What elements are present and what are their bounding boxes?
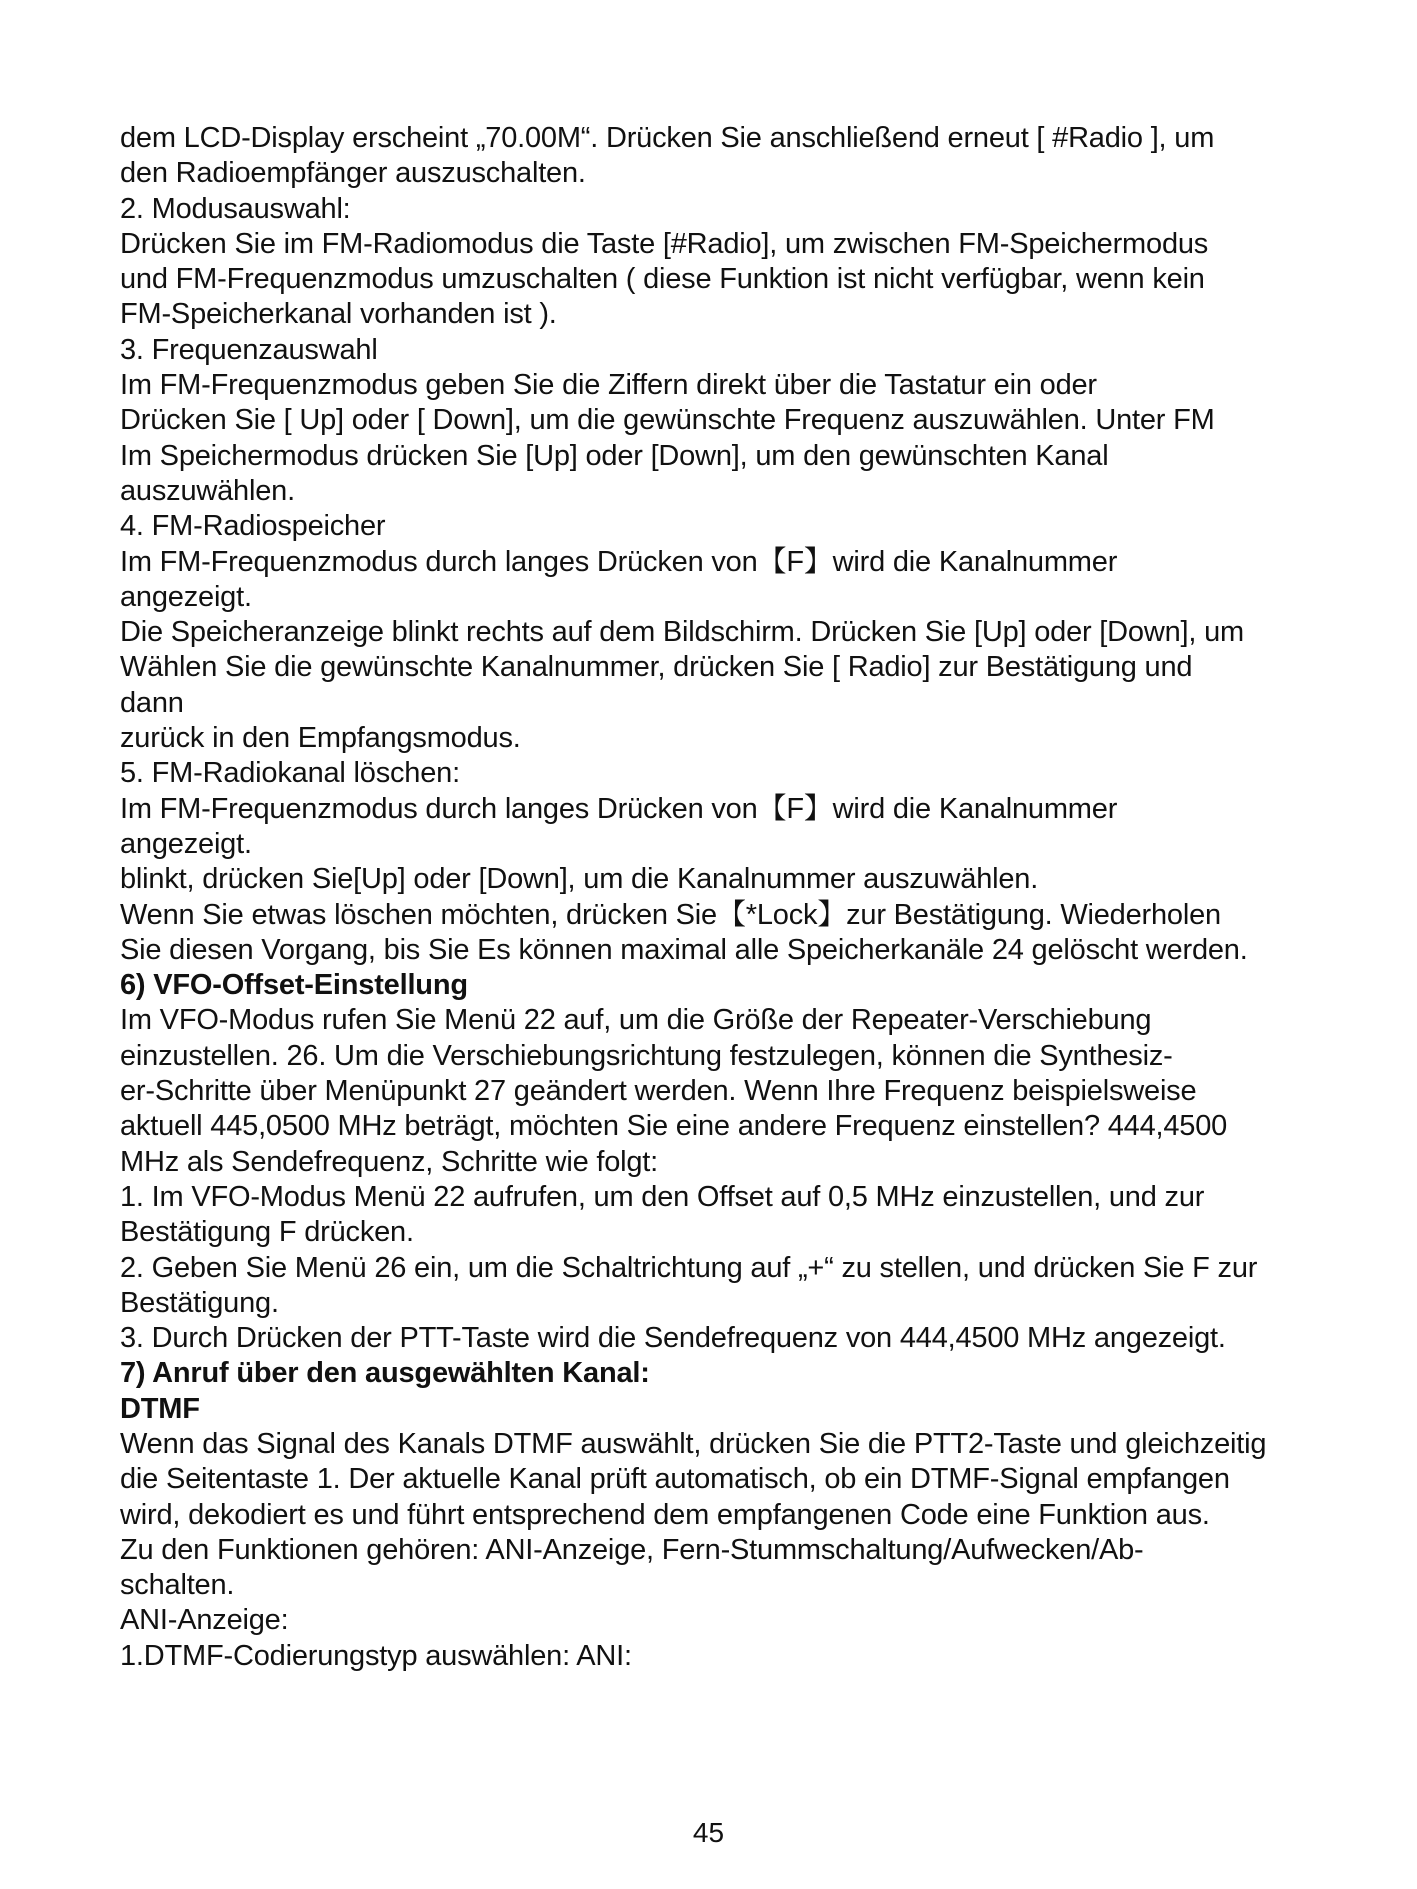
text-line: die Seitentaste 1. Der aktuelle Kanal prüft automatisch, ob ein DTMF-Signal empfangen [120,1463,1230,1496]
text-line: Wenn das Signal des Kanals DTMF auswählt, drücken Sie die PTT2-Taste und gleichzeitig [120,1427,1267,1460]
text-line: Wenn Sie etwas löschen möchten, drücken Sie【*Lock】zur Bestätigung. Wiederholen [120,898,1221,931]
text-line: FM-Speicherkanal vorhanden ist ). [120,298,557,331]
text-line: Drücken Sie [ Up] oder [ Down], um die gewünschte Frequenz auszuwählen. Unter FM [120,404,1215,437]
subsection-heading: DTMF [120,1392,200,1425]
list-heading: 3. Frequenzauswahl [120,333,378,366]
list-heading: 5. FM-Radiokanal löschen: [120,757,460,790]
text-line: Bestätigung F drücken. [120,1216,414,1249]
list-heading: 2. Modusauswahl: [120,192,351,225]
text-line: zurück in den Empfangsmodus. [120,722,521,755]
text-line: auszuwählen. [120,474,295,507]
text-line: Im FM-Frequenzmodus durch langes Drücken von【F】wird die Kanalnummer [120,792,1118,825]
text-line: schalten. [120,1569,235,1602]
text-line: Im Speichermodus drücken Sie [Up] oder [Down], um den gewünschten Kanal [120,439,1109,472]
text-line: Wählen Sie die gewünschte Kanalnummer, drücken Sie [ Radio] zur Bestätigung und [120,651,1193,684]
text-line: Sie diesen Vorgang, bis Sie Es können maximal alle Speicherkanäle 24 gelöscht werden. [120,933,1248,966]
text-line: Bestätigung. [120,1286,279,1319]
text-line: 2. Geben Sie Menü 26 ein, um die Schaltrichtung auf „+“ zu stellen, und drücken Sie F zur [120,1251,1258,1284]
text-line: Zu den Funktionen gehören: ANI-Anzeige, Fern-Stummschaltung/Aufwecken/Ab- [120,1533,1144,1566]
text-line: einzustellen. 26. Um die Verschiebungsrichtung festzulegen, können die Synthesiz- [120,1039,1173,1072]
section-heading: 7) Anruf über den ausgewählten Kanal: [120,1357,650,1390]
text-line: Drücken Sie im FM-Radiomodus die Taste [#Radio], um zwischen FM-Speichermodus [120,227,1209,260]
text-line: er-Schritte über Menüpunkt 27 geändert werden. Wenn Ihre Frequenz beispielsweise [120,1075,1197,1108]
text-line: dem LCD-Display erscheint „70.00M“. Drücken Sie anschließend erneut [ #Radio ], um [120,122,1215,154]
page-number: 45 [692,1817,725,1848]
text-line: Im VFO-Modus rufen Sie Menü 22 auf, um die Größe der Repeater-Verschiebung [120,1004,1152,1037]
text-line: Im FM-Frequenzmodus durch langes Drücken von【F】wird die Kanalnummer [120,545,1118,578]
text-line: aktuell 445,0500 MHz beträgt, möchten Sie eine andere Frequenz einstellen? 444,4500 [120,1110,1228,1143]
section-heading: 6) VFO-Offset-Einstellung [120,969,468,1002]
text-line: dann [120,686,184,719]
text-line: 1.DTMF-Codierungstyp auswählen: ANI: [120,1639,632,1672]
page-body [120,121,1350,1674]
text-line: Die Speicheranzeige blinkt rechts auf dem Bildschirm. Drücken Sie [Up] oder [Down], um [120,616,1244,649]
text-line: Im FM-Frequenzmodus geben Sie die Ziffern direkt über die Tastatur ein oder [120,369,1097,402]
text-line: 1. Im VFO-Modus Menü 22 aufrufen, um den Offset auf 0,5 MHz einzustellen, und zur [120,1180,1205,1213]
list-heading: 4. FM-Radiospeicher [120,510,386,543]
text-line: wird, dekodiert es und führt entsprechend dem empfangenen Code eine Funktion aus. [120,1498,1210,1531]
text-line: den Radioempfänger auszuschalten. [120,157,586,190]
text-line: angezeigt. [120,827,252,860]
text-line: und FM-Frequenzmodus umzuschalten ( diese Funktion ist nicht verfügbar, wenn kein [120,263,1205,296]
text-line: angezeigt. [120,580,252,613]
text-line: MHz als Sendefrequenz, Schritte wie folgt: [120,1145,659,1178]
text-line: 3. Durch Drücken der PTT-Taste wird die Sendefrequenz von 444,4500 MHz angezeigt. [120,1322,1226,1355]
text-line: ANI-Anzeige: [120,1604,289,1637]
text-line: blinkt, drücken Sie[Up] oder [Down], um die Kanalnummer auszuwählen. [120,863,1039,896]
